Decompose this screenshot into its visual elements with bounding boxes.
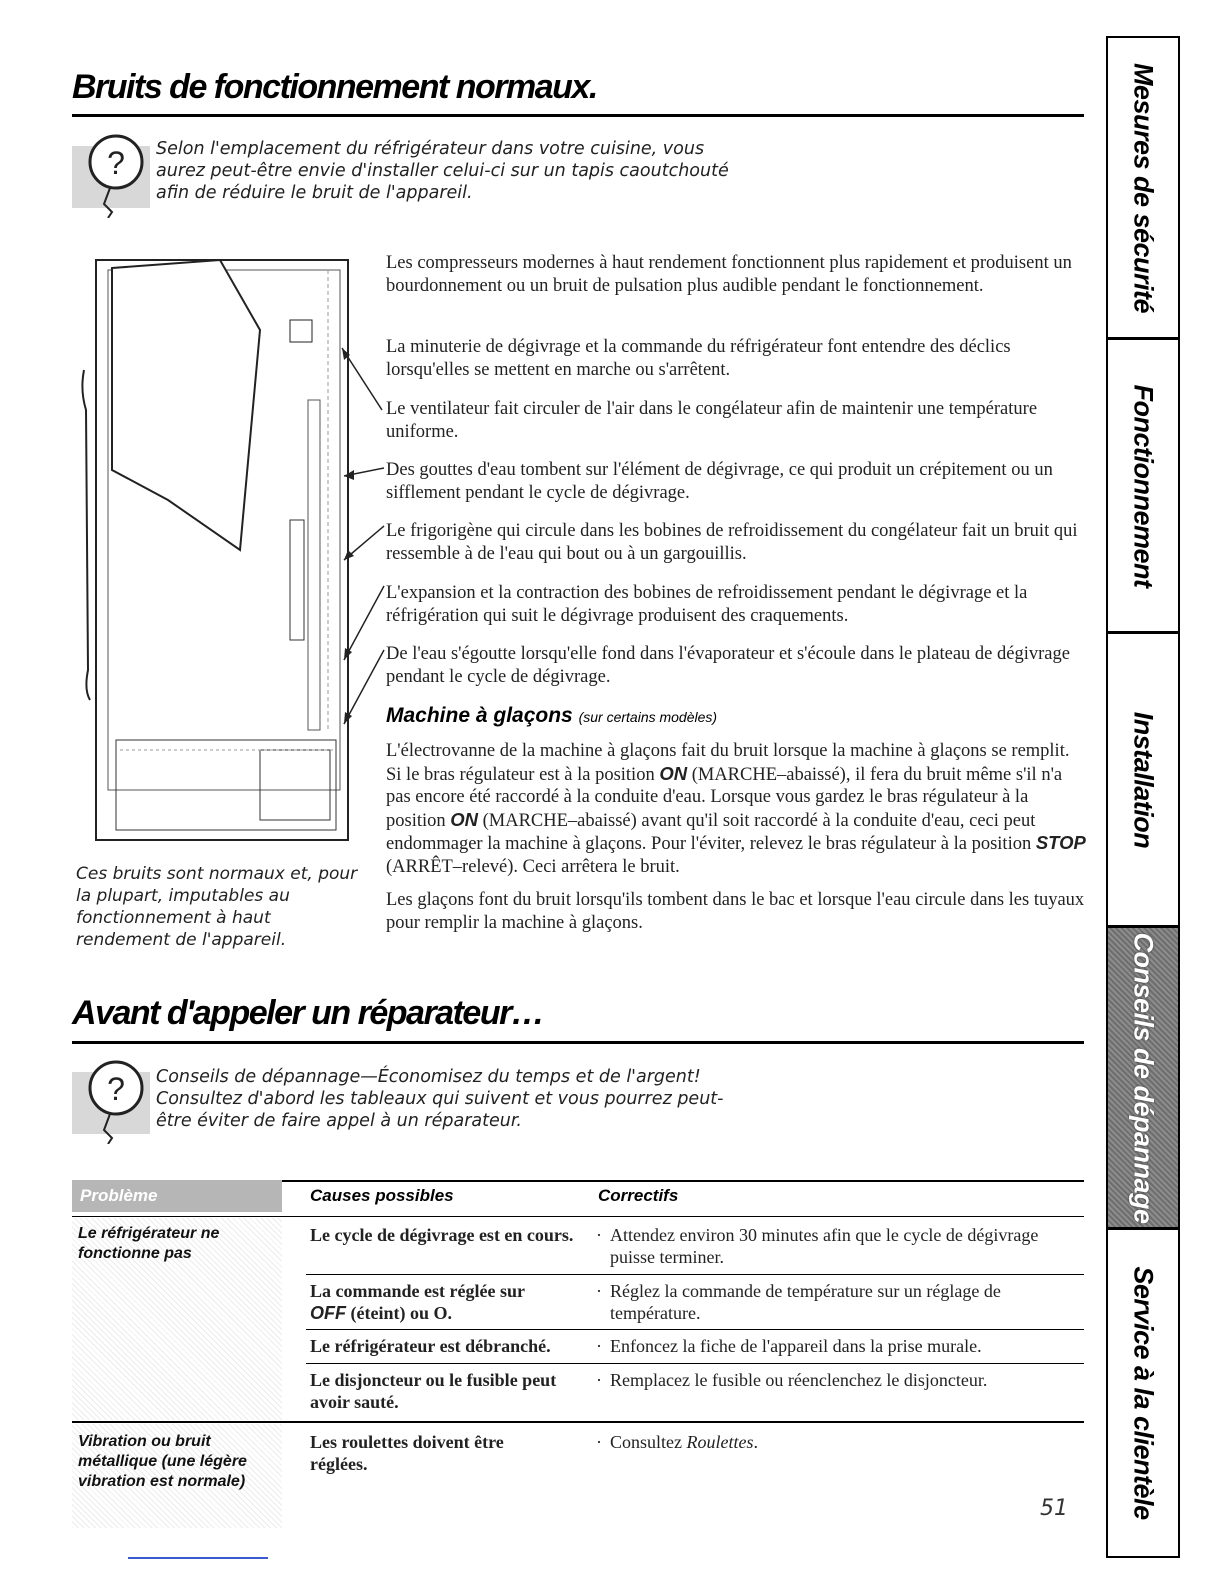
row-divider xyxy=(306,1329,1084,1330)
question-icon xyxy=(72,132,154,218)
fix-control-off: · Réglez la commande de température sur un réglage de température. xyxy=(596,1281,1001,1323)
svg-text:?: ? xyxy=(107,1071,125,1107)
row-divider xyxy=(306,1274,1084,1275)
footer-line xyxy=(128,1557,268,1559)
header-problem: Problème xyxy=(72,1180,282,1212)
page-number: 51 xyxy=(1040,1496,1068,1521)
cause-unplugged: Le réfrigérateur est débranché. xyxy=(310,1336,551,1356)
side-tab-bar xyxy=(1106,36,1180,1558)
paragraph-ice-cubes: Les glaçons font du bruit lorsqu'ils tombent dans le bac et lorsque l'eau circule dans les tuyaux pour remplir la machine à glaçons. xyxy=(386,890,1085,933)
heading-rule xyxy=(72,114,1084,117)
tab-safety[interactable]: Mesures de sécurité xyxy=(1108,38,1178,340)
tab-troubleshooting[interactable]: Conseils de dépannage xyxy=(1108,928,1178,1230)
paragraph-icemaker-valve: L'électrovanne de la machine à glaçons fait du bruit lorsque la machine à glaçons se remplit. Si le bras régulateur est à la position ON (MARCHE–abaissé), il fera du bruit même s'il n'a pas encore été raccordé à la conduite d'eau. Lorsque vous gardez le bras régulateur à la position ON (MARCHE–abaissé) avant qu'il soit raccordé à la conduite d'eau, ceci peut endommager la machine à glaçons. Pour l'éviter, relevez le bras régulateur à la position STOP (ARRÊT–relevé). Ceci arrêtera le bruit. xyxy=(386,741,1086,877)
cause-breaker: Le disjoncteur ou le fusible peut avoir sauté. xyxy=(310,1370,557,1412)
cause-defrost: Le cycle de dégivrage est en cours. xyxy=(310,1225,574,1245)
paragraph-defrost-timer: La minuterie de dégivrage et la commande du réfrigérateur font entendre des déclics lorsqu'elles se mettent en marche ou s'arrêtent. xyxy=(386,337,1011,380)
row-divider xyxy=(306,1363,1084,1364)
tip-note: Selon l'emplacement du réfrigérateur dans votre cuisine, vous aurez peut-être envie d'installer celui-ci sur un tapis caoutchouté afin de réduire le bruit de l'appareil. xyxy=(156,139,729,203)
paragraph-refrigerant: Le frigorigène qui circule dans les bobines de refroidissement du congélateur fait un bruit qui ressemble à de l'eau qui bout ou à un gargouillis. xyxy=(386,521,1078,564)
table-header-rule xyxy=(72,1216,1084,1217)
fix-breaker: · Remplacez le fusible ou réenclenchez le disjoncteur. xyxy=(596,1370,988,1390)
illustration-caption: Ces bruits sont normaux et, pour la plupart, imputables au fonctionnement à haut rendement de l'appareil. xyxy=(76,864,358,950)
paragraph-water-drops: Des gouttes d'eau tombent sur l'élément de dégivrage, ce qui produit un crépitement ou un sifflement pendant le cycle de dégivrage. xyxy=(386,460,1053,503)
paragraph-expansion: L'expansion et la contraction des bobines de refroidissement pendant le dégivrage et la réfrigération qui suit le dégivrage produisent des craquements. xyxy=(386,583,1028,626)
cause-control-off: La commande est réglée sur OFF (éteint) ou O. xyxy=(310,1281,525,1323)
paragraph-compressors: Les compresseurs modernes à haut rendement fonctionnent plus rapidement et produisent un bourdonnement ou un bruit de pulsation plus audible pendant le fonctionnement. xyxy=(386,253,1072,296)
heading-rule-2 xyxy=(72,1041,1084,1044)
paragraph-fan: Le ventilateur fait circuler de l'air dans le congélateur afin de maintenir une température uniforme. xyxy=(386,399,1038,442)
fix-unplugged: · Enfoncez la fiche de l'appareil dans la prise murale. xyxy=(596,1336,982,1356)
cause-rollers: Les roulettes doivent être réglées. xyxy=(310,1432,504,1474)
tab-customer-service[interactable]: Service à la clientèle xyxy=(1128,1266,1159,1520)
table-section-rule xyxy=(72,1421,1084,1423)
header-causes: Causes possibles xyxy=(310,1186,454,1205)
question-icon xyxy=(72,1058,154,1144)
tab-operation[interactable]: Fonctionnement xyxy=(1108,340,1178,634)
icemaker-subheading: Machine à glaçons (sur certains modèles) xyxy=(386,704,718,727)
svg-text:?: ? xyxy=(107,145,125,181)
fix-defrost: · Attendez environ 30 minutes afin que le cycle de dégivrage puisse terminer. xyxy=(596,1225,1039,1267)
problem-vibration: Vibration ou bruit métallique (une légère vibration est normale) xyxy=(78,1433,247,1490)
fix-rollers: · Consultez Roulettes. xyxy=(596,1432,758,1452)
paragraph-dripping: De l'eau s'égoutte lorsqu'elle fond dans l'évaporateur et s'écoule dans le plateau de dégivrage pendant le cycle de dégivrage. xyxy=(386,644,1070,687)
problem-not-running: Le réfrigérateur ne fonctionne pas xyxy=(78,1225,220,1262)
header-fixes: Correctifs xyxy=(598,1186,679,1205)
section-title-before-calling: Avant d'appeler un réparateur… xyxy=(72,994,544,1032)
section-title-normal-sounds: Bruits de fonctionnement normaux. xyxy=(72,68,597,106)
troubleshooting-tip: Conseils de dépannage—Économisez du temps et de l'argent! Consultez d'abord les tableaux qui suivent et vous pourrez peut- être éviter de faire appel à un réparateur. xyxy=(156,1067,724,1131)
tab-installation[interactable]: Installation xyxy=(1108,634,1178,928)
